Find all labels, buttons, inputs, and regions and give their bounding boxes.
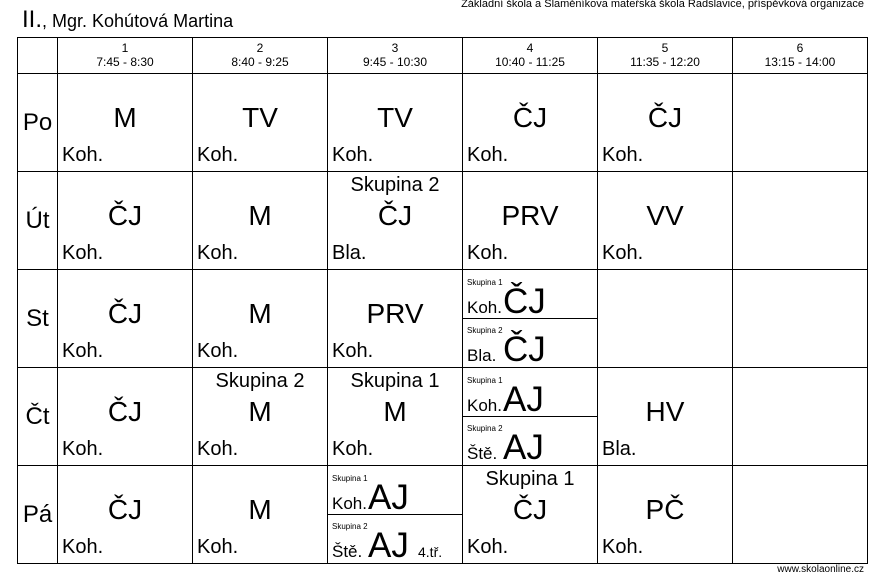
class-note: 4.tř. (418, 544, 443, 560)
subject-abbr: ČJ (503, 282, 546, 321)
group-label: Skupina 2 (215, 370, 305, 392)
lesson-half (463, 368, 597, 417)
period-time: 8:40 - 9:25 (231, 55, 289, 69)
teacher-abbr: Koh. (62, 242, 104, 264)
lesson-cell (733, 270, 868, 368)
lesson-cell (598, 368, 733, 466)
subject-abbr: M (248, 200, 272, 231)
subject-abbr: AJ (368, 526, 409, 565)
period-number: 5 (661, 41, 669, 55)
period-number: 2 (256, 41, 264, 55)
lesson-cell (463, 74, 598, 172)
timetable (17, 37, 868, 564)
lesson-cell (328, 172, 463, 270)
teacher-abbr: Koh. (332, 340, 374, 362)
teacher-abbr: Koh. (602, 242, 644, 264)
period-header (733, 38, 868, 74)
subject-abbr: AJ (503, 428, 544, 467)
teacher-abbr: Ště. (467, 444, 498, 463)
period-number: 6 (796, 41, 804, 55)
subject-abbr: ČJ (107, 396, 143, 427)
group-label: Skupina 1 (467, 278, 503, 287)
lesson-cell (463, 172, 598, 270)
group-label: Skupina 2 (350, 174, 440, 196)
subject-abbr: ČJ (107, 298, 143, 329)
lesson-cell (598, 172, 733, 270)
lesson-cell (193, 74, 328, 172)
page-title (22, 6, 233, 34)
teacher-abbr: Koh. (467, 242, 509, 264)
lesson-cell (328, 74, 463, 172)
corner-cell (18, 38, 58, 74)
group-label: Skupina 2 (467, 424, 503, 433)
subject-abbr: AJ (503, 380, 544, 419)
class-label: II. (22, 6, 43, 33)
footer-link[interactable]: www.skolaonline.cz (777, 564, 864, 575)
teacher-abbr: Koh. (467, 298, 502, 317)
lesson-cell (193, 270, 328, 368)
teacher-abbr: Koh. (602, 144, 644, 166)
day-row (18, 466, 868, 564)
lesson-cell (58, 368, 193, 466)
day-row (18, 74, 868, 172)
period-time: 11:35 - 12:20 (630, 55, 700, 69)
teacher-abbr: Koh. (197, 536, 239, 558)
subject-abbr: PRV (501, 200, 559, 231)
lesson-cell (58, 172, 193, 270)
day-row (18, 368, 868, 466)
subject-abbr: M (248, 494, 272, 525)
lesson-cell (328, 466, 463, 564)
period-time: 9:45 - 10:30 (362, 55, 428, 69)
group-label: Skupina 2 (467, 326, 503, 335)
teacher-abbr: Ště. (332, 542, 363, 561)
teacher-abbr: Koh. (197, 144, 239, 166)
subject-abbr: M (248, 298, 272, 329)
period-header (598, 38, 733, 74)
teacher-abbr: Koh. (62, 144, 104, 166)
period-number: 4 (526, 41, 534, 55)
lesson-half (328, 514, 462, 565)
teacher-abbr: Koh. (332, 438, 374, 460)
teacher-abbr: Koh. (467, 144, 509, 166)
lesson-half (463, 318, 597, 369)
teacher-name: , Mgr. Kohútová Martina (42, 11, 234, 31)
teacher-abbr: Koh. (467, 396, 502, 415)
lesson-cell (733, 74, 868, 172)
teacher-abbr: Koh. (197, 242, 239, 264)
lesson-cell (193, 172, 328, 270)
subject-abbr: PČ (645, 494, 685, 525)
lesson-cell (463, 270, 598, 368)
lesson-cell (193, 368, 328, 466)
lesson-cell (733, 368, 868, 466)
period-time: 13:15 - 14:00 (764, 55, 836, 69)
teacher-abbr: Koh. (197, 340, 239, 362)
group-label: Skupina 1 (350, 370, 440, 392)
day-label: Út (18, 172, 58, 270)
day-row (18, 270, 868, 368)
group-label: Skupina 1 (485, 468, 575, 490)
group-label: Skupina 1 (332, 474, 368, 483)
lesson-cell (598, 74, 733, 172)
lesson-half (328, 466, 462, 515)
lesson-cell (598, 466, 733, 564)
school-name: Základní škola a Slaměníkova mateřská škola Radslavice, příspěvková organizace (461, 0, 864, 10)
day-row (18, 172, 868, 270)
lesson-half (463, 270, 597, 319)
lesson-cell (58, 466, 193, 564)
subject-abbr: VV (646, 200, 684, 231)
subject-abbr: M (113, 102, 137, 133)
period-time: 10:40 - 11:25 (495, 55, 565, 69)
subject-abbr: TV (242, 102, 278, 133)
subject-abbr: M (248, 396, 272, 427)
lesson-cell (328, 270, 463, 368)
subject-abbr: M (383, 396, 407, 427)
teacher-abbr: Bla. (602, 438, 637, 460)
period-header (58, 38, 193, 74)
lesson-cell (733, 466, 868, 564)
day-label: Pá (18, 466, 58, 564)
group-label: Skupina 1 (467, 376, 503, 385)
lesson-cell (463, 368, 598, 466)
teacher-abbr: Koh. (602, 536, 644, 558)
subject-abbr: ČJ (647, 102, 683, 133)
teacher-abbr: Koh. (62, 536, 104, 558)
lesson-cell (598, 270, 733, 368)
period-header-row (18, 38, 868, 74)
period-time: 7:45 - 8:30 (96, 55, 154, 69)
teacher-abbr: Koh. (332, 494, 367, 513)
subject-abbr: AJ (368, 478, 409, 517)
period-header (193, 38, 328, 74)
subject-abbr: ČJ (512, 494, 548, 525)
subject-abbr: ČJ (377, 200, 413, 231)
group-label: Skupina 2 (332, 522, 368, 531)
lesson-cell (193, 466, 328, 564)
period-number: 3 (391, 41, 399, 55)
subject-abbr: PRV (366, 298, 424, 329)
subject-abbr: ČJ (107, 200, 143, 231)
lesson-cell (463, 466, 598, 564)
teacher-abbr: Koh. (467, 536, 509, 558)
subject-abbr: HV (645, 396, 685, 427)
teacher-abbr: Koh. (197, 438, 239, 460)
period-header (463, 38, 598, 74)
teacher-abbr: Bla. (467, 346, 497, 365)
period-header (328, 38, 463, 74)
subject-abbr: ČJ (512, 102, 548, 133)
period-number: 1 (121, 41, 129, 55)
teacher-abbr: Koh. (62, 438, 104, 460)
subject-abbr: ČJ (503, 330, 546, 369)
day-label: Po (18, 74, 58, 172)
lesson-cell (328, 368, 463, 466)
lesson-cell (58, 74, 193, 172)
day-label: St (18, 270, 58, 368)
teacher-abbr: Bla. (332, 242, 367, 264)
subject-abbr: ČJ (107, 494, 143, 525)
lesson-cell (58, 270, 193, 368)
lesson-half (463, 416, 597, 467)
teacher-abbr: Koh. (332, 144, 374, 166)
day-label: Čt (18, 368, 58, 466)
lesson-cell (733, 172, 868, 270)
teacher-abbr: Koh. (62, 340, 104, 362)
subject-abbr: TV (377, 102, 413, 133)
